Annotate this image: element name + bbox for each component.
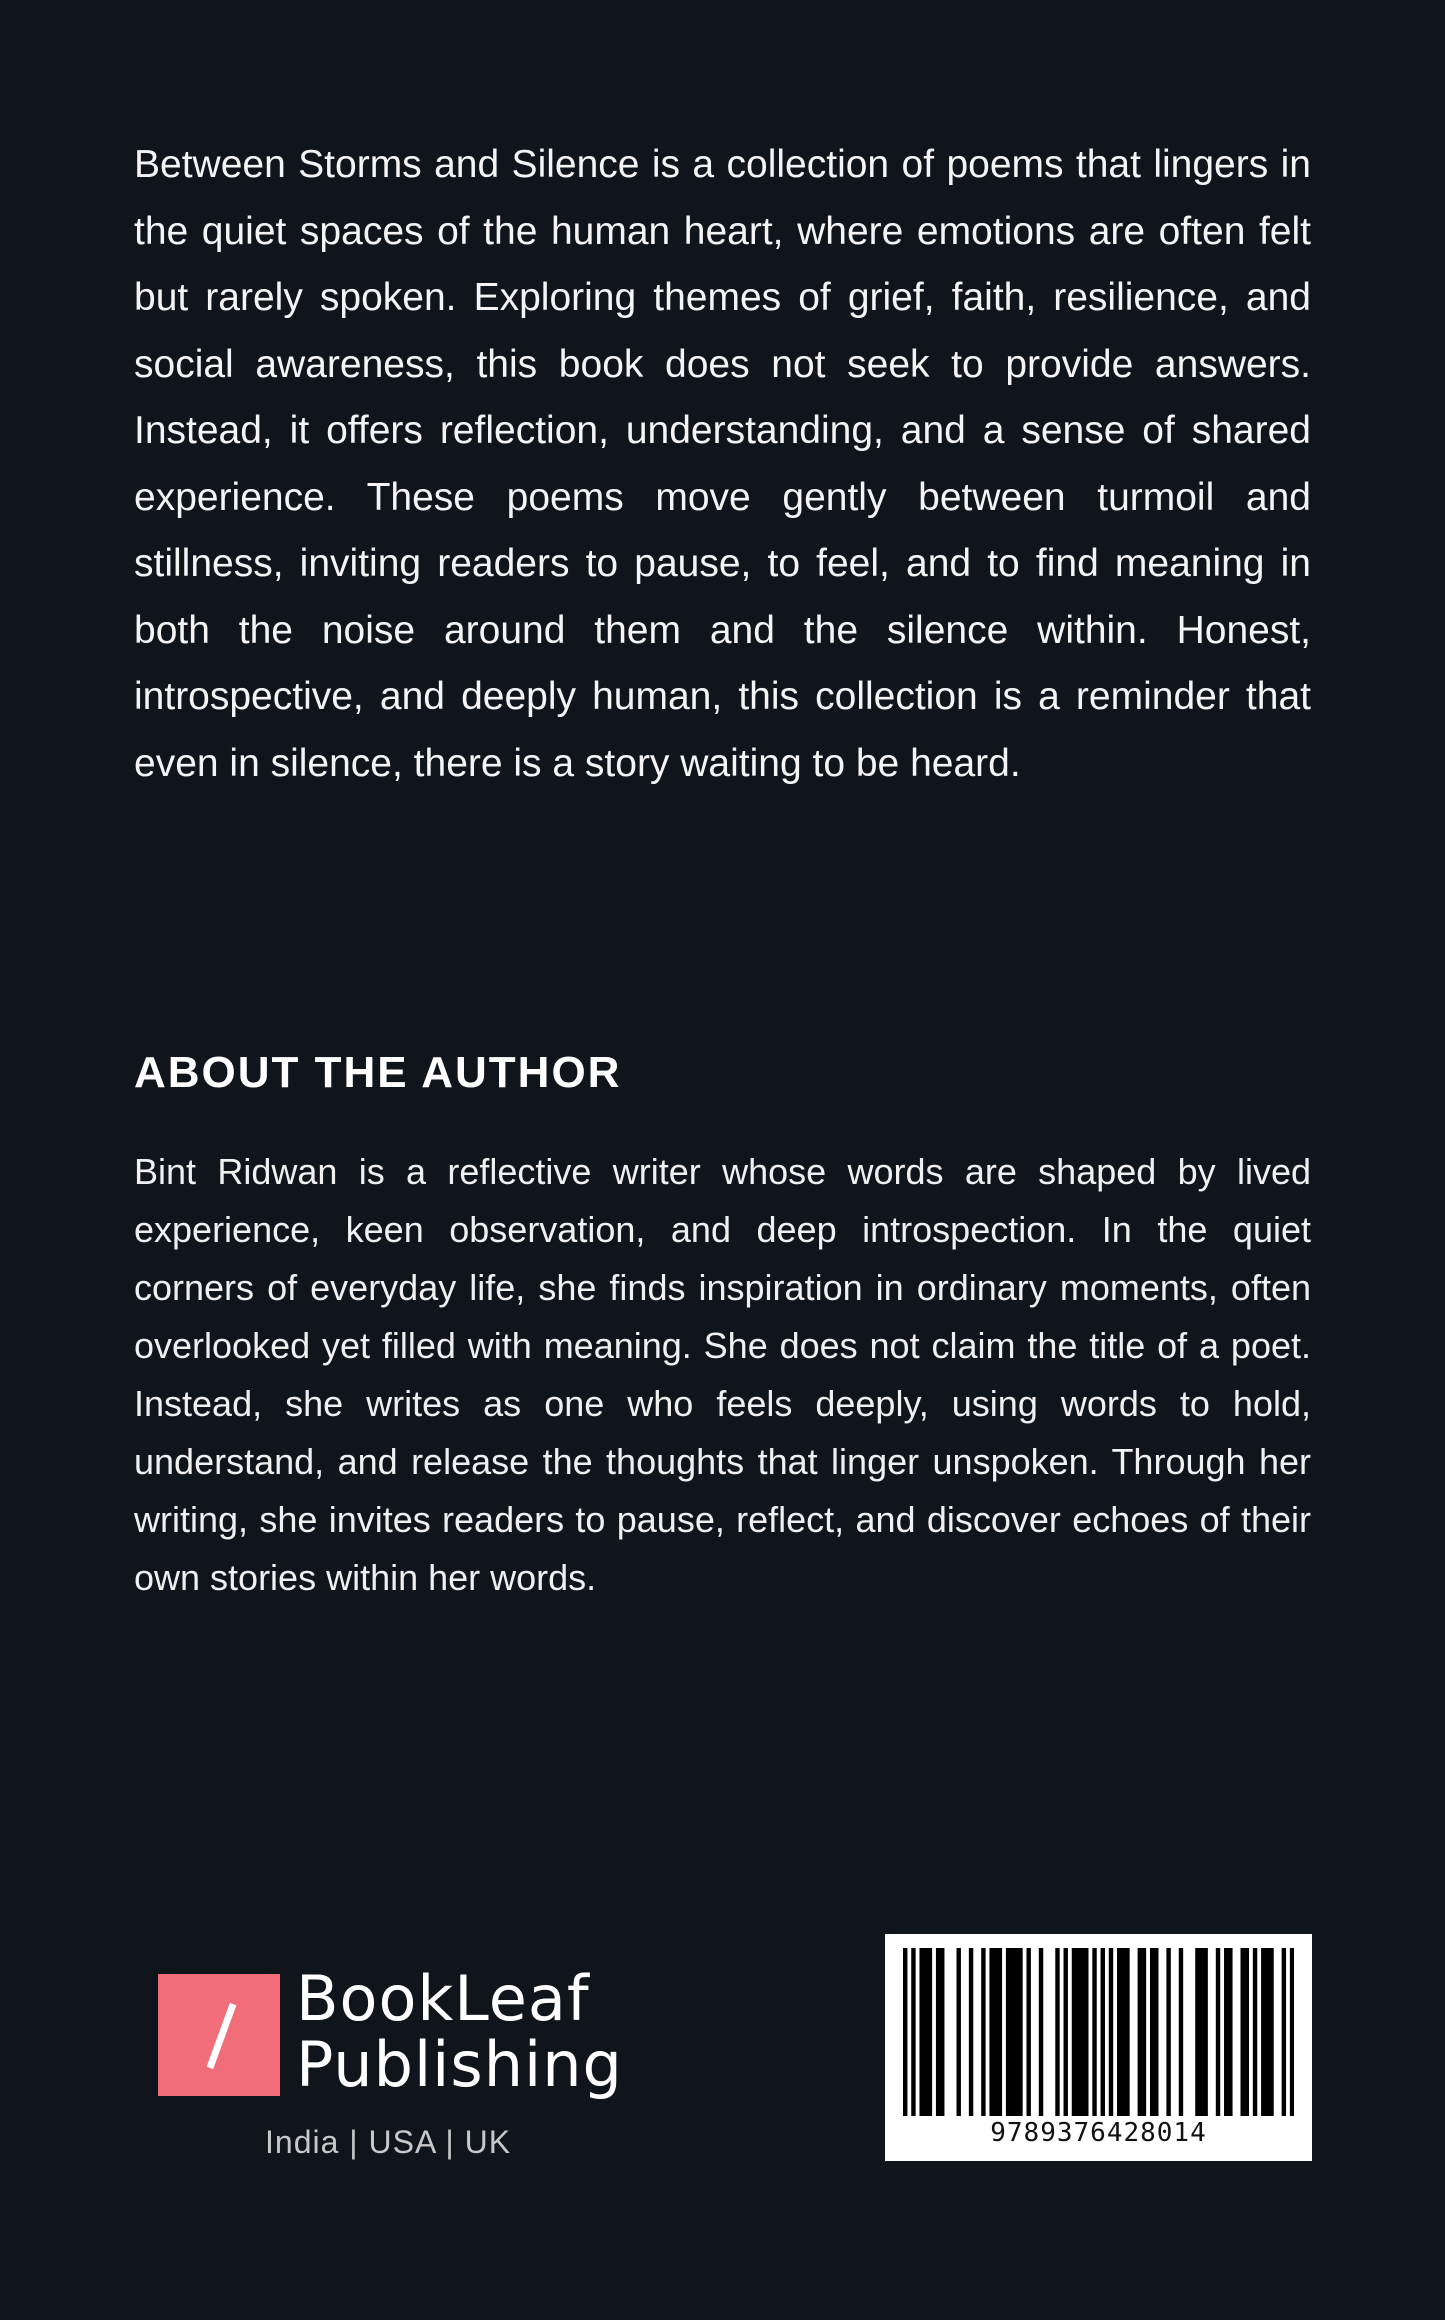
publisher-logo-mark (158, 1974, 280, 2096)
publisher-name-line2: Publishing (296, 2028, 623, 2101)
barcode-bar (1224, 1948, 1228, 2116)
barcode-bar (1121, 1948, 1125, 2116)
barcode-bar (1076, 1948, 1080, 2116)
barcode-bar (1055, 1948, 1059, 2116)
barcode-bar (1154, 1948, 1158, 2116)
isbn-barcode (885, 1934, 1312, 2161)
barcode-bars (903, 1948, 1294, 2116)
barcode-bar (1199, 1948, 1203, 2116)
isbn-number: 9789376428014 (990, 2118, 1207, 2148)
barcode-bar (1014, 1948, 1018, 2116)
barcode-bar (1290, 1948, 1294, 2116)
barcode-bar (969, 1948, 973, 2116)
about-author-heading: ABOUT THE AUTHOR (134, 1048, 622, 1097)
barcode-bar (1064, 1948, 1068, 2116)
barcode-bar (911, 1948, 915, 2116)
barcode-bar (1150, 1948, 1154, 2116)
barcode-bar (1039, 1948, 1043, 2116)
barcode-bar (998, 1948, 1002, 2116)
barcode-bar (1240, 1948, 1244, 2116)
barcode-bar (940, 1948, 944, 2116)
barcode-bar (957, 1948, 961, 2116)
barcode-bar (1080, 1948, 1084, 2116)
barcode-bar (994, 1948, 998, 2116)
barcode-bar (1228, 1948, 1232, 2116)
barcode-bar (1101, 1948, 1105, 2116)
barcode-bar (981, 1948, 985, 2116)
barcode-bar (1269, 1948, 1273, 2116)
barcode-bar (1026, 1948, 1030, 2116)
barcode-bar (1084, 1948, 1088, 2116)
barcode-bar (1142, 1948, 1146, 2116)
barcode-bar (1265, 1948, 1269, 2116)
barcode-bar (1018, 1948, 1022, 2116)
barcode-bar (903, 1948, 907, 2116)
barcode-bar (1138, 1948, 1142, 2116)
barcode-bar (1195, 1948, 1199, 2116)
slash-icon (207, 2003, 237, 2069)
barcode-bar (1203, 1948, 1207, 2116)
barcode-bar (1092, 1948, 1096, 2116)
barcode-bar (1253, 1948, 1257, 2116)
publisher-name-line1: BookLeaf (296, 1962, 590, 2035)
barcode-bar (1261, 1948, 1265, 2116)
book-blurb: Between Storms and Silence is a collection of poems that lingers in the quiet spaces of the human heart, where emotions are often felt but rarely spoken. Exploring themes of grief, faith, resilience, and social awareness, this book does not seek to provide answers. Instead, it offers reflection, understanding, and a sense of shared experience. These poems move gently between turmoil and stillness, inviting readers to pause, to feel, and to find meaning in both the noise around them and the silence within. Honest, introspective, and deeply human, this collection is a reminder that even in silence, there is a story waiting to be heard. (134, 143, 1311, 785)
barcode-bar (989, 1948, 993, 2116)
barcode-bar (1166, 1948, 1170, 2116)
barcode-bar (1109, 1948, 1113, 2116)
barcode-bar (1010, 1948, 1014, 2116)
barcode-bar (1117, 1948, 1121, 2116)
barcode-bar (1179, 1948, 1183, 2116)
barcode-bar (1072, 1948, 1076, 2116)
publisher-logo (158, 1962, 623, 2160)
barcode-bar (1282, 1948, 1286, 2116)
barcode-bar (919, 1948, 923, 2116)
barcode-bar (936, 1948, 940, 2116)
barcode-bar (1125, 1948, 1129, 2116)
barcode-bar (1245, 1948, 1249, 2116)
barcode-bar (924, 1948, 928, 2116)
author-bio: Bint Ridwan is a reflective writer whose words are shaped by lived experience, keen observation, and deep introspection. In the quiet corners of everyday life, she finds inspiration in ordinary moments, often overlooked yet filled with meaning. She does not claim the title of a poet. Instead, she writes as one who feels deeply, using words to hold, understand, and release the thoughts that linger unspoken. Through her writing, she invites readers to pause, reflect, and discover echoes of their own stories within her words. (134, 1151, 1311, 1598)
barcode-bar (1216, 1948, 1220, 2116)
publisher-regions: India | USA | UK (265, 2124, 512, 2160)
barcode-bar (928, 1948, 932, 2116)
barcode-bar (1006, 1948, 1010, 2116)
